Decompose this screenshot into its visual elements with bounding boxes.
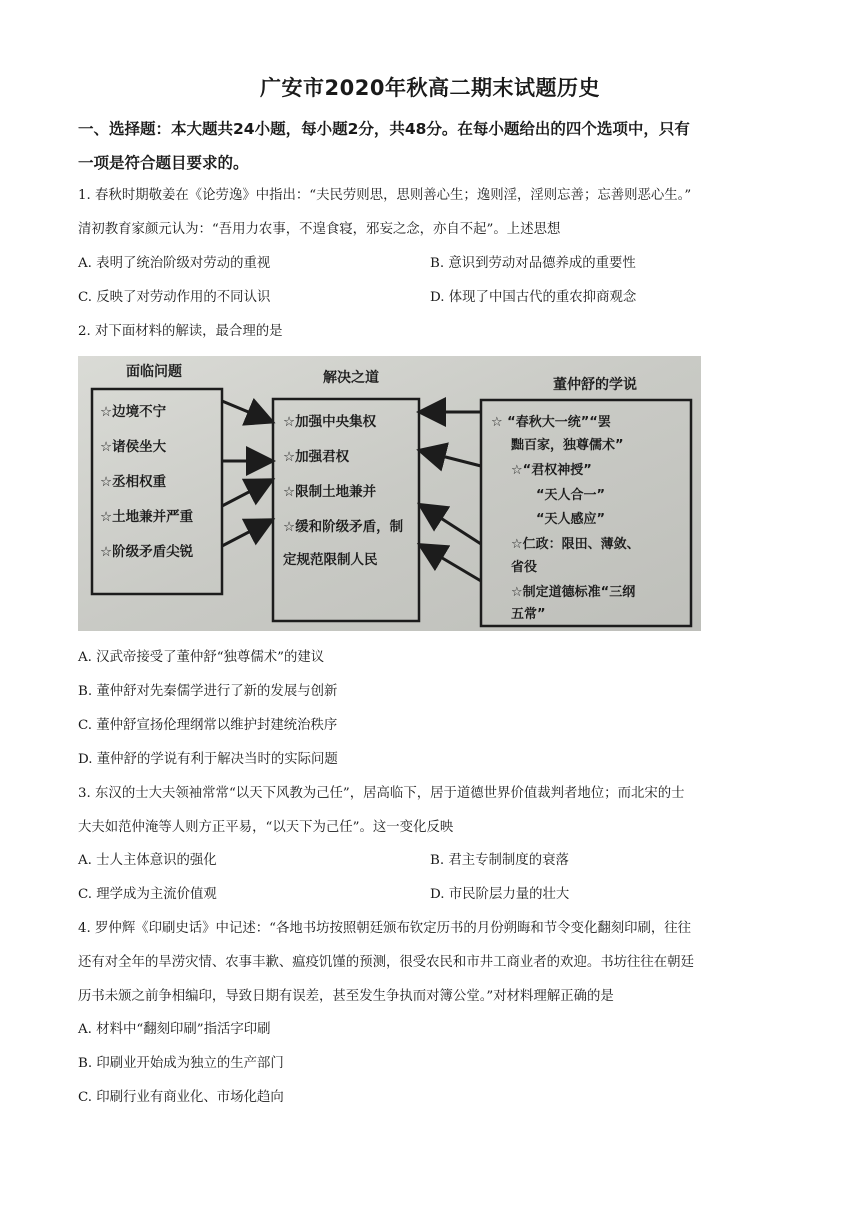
q2-option-c: C. 董仲舒宣扬伦理纲常以维护封建统治秩序: [78, 718, 338, 733]
q3-option-a: A. 士人主体意识的强化: [78, 853, 217, 868]
middle-item-3: ☆限制土地兼并: [283, 484, 377, 500]
left-item-5: ☆阶级矛盾尖锐: [100, 544, 194, 560]
middle-item-5: 定规范限制人民: [283, 552, 378, 568]
right-item-3: ☆“君权神授”: [511, 463, 592, 478]
left-header: 面临问题: [126, 364, 182, 380]
q3-option-b: B. 君主专制制度的衰落: [430, 853, 569, 868]
right-item-8: ☆制定道德标准“三纲: [511, 585, 636, 600]
page-title: 广安市2020年秋高二期末试题历史: [260, 76, 600, 100]
right-header: 董仲舒的学说: [553, 377, 637, 393]
q3-option-d: D. 市民阶层力量的壮大: [430, 887, 570, 902]
q2-option-d: D. 董仲舒的学说有利于解决当时的实际问题: [78, 752, 338, 767]
right-item-7: 省役: [511, 560, 538, 575]
q2-figure-photo: [78, 356, 701, 631]
section-instructions-line1: 一、选择题：本大题共24小题，每小题2分，共48分。在每小题给出的四个选项中，只有: [78, 120, 690, 138]
q2-figure-diagram: [78, 356, 701, 631]
q1-option-b: B. 意识到劳动对品德养成的重要性: [430, 256, 636, 271]
right-item-2: 黜百家，独尊儒术”: [511, 438, 624, 453]
q3-stem-line2: 大夫如范仲淹等人则方正平易，“以天下为己任”。这一变化反映: [78, 820, 454, 835]
middle-item-2: ☆加强君权: [283, 449, 350, 465]
left-item-2: ☆诸侯坐大: [100, 439, 167, 455]
middle-item-4: ☆缓和阶级矛盾，制: [283, 519, 404, 535]
q3-stem-line1: 3. 东汉的士大夫领袖常常“以天下风教为己任”，居高临下，居于道德世界价值裁判者地位；而北宋的士: [78, 786, 685, 801]
q4-stem-line1: 4. 罗仲辉《印刷史话》中记述：“各地书坊按照朝廷颁布钦定历书的月份朔晦和节令变化翻刻印刷，往往: [78, 921, 692, 936]
q2-option-b: B. 董仲舒对先秦儒学进行了新的发展与创新: [78, 684, 338, 699]
right-item-4: “天人合一”: [536, 488, 606, 503]
left-item-1: ☆边境不宁: [100, 404, 167, 420]
middle-header: 解决之道: [323, 370, 379, 386]
q2-option-a: A. 汉武帝接受了董仲舒“独尊儒术”的建议: [78, 650, 325, 665]
q3-option-c: C. 理学成为主流价值观: [78, 887, 217, 902]
section-instructions-line2: 一项是符合题目要求的。: [78, 154, 249, 172]
left-item-3: ☆丞相权重: [100, 474, 167, 490]
q1-option-c: C. 反映了对劳动作用的不同认识: [78, 290, 271, 305]
q2-stem: 2. 对下面材料的解读，最合理的是: [78, 324, 283, 339]
middle-item-1: ☆加强中央集权: [283, 414, 377, 430]
q4-option-b: B. 印刷业开始成为独立的生产部门: [78, 1056, 284, 1071]
q1-stem-line1: 1. 春秋时期敬姜在《论劳逸》中指出：“夫民劳则思，思则善心生；逸则淫，淫则忘善；忘善则恶心生。”: [78, 188, 692, 203]
q4-option-a: A. 材料中“翻刻印刷”指活字印刷: [78, 1022, 271, 1037]
right-item-1: ☆ “春秋大一统”“罢: [491, 415, 611, 430]
q1-option-d: D. 体现了中国古代的重农抑商观念: [430, 290, 637, 305]
q4-stem-line2: 还有对全年的旱涝灾情、农事丰歉、瘟疫饥馑的预测，很受农民和市井工商业者的欢迎。书坊往往在朝廷: [78, 955, 694, 970]
q1-stem-line2: 清初教育家颜元认为：“吾用力农事，不遑食寝，邪妄之念，亦自不起”。上述思想: [78, 222, 561, 237]
q4-option-c: C. 印刷行业有商业化、市场化趋向: [78, 1090, 284, 1105]
left-item-4: ☆土地兼并严重: [100, 509, 194, 525]
right-item-6: ☆仁政：限田、薄敛、: [511, 537, 640, 552]
q4-stem-line3: 历书未颁之前争相编印，导致日期有误差，甚至发生争执而对簿公堂。”对材料理解正确的是: [78, 989, 614, 1004]
right-item-5: “天人感应”: [536, 512, 606, 527]
right-item-9: 五常”: [511, 607, 546, 622]
q1-option-a: A. 表明了统治阶级对劳动的重视: [78, 256, 271, 271]
